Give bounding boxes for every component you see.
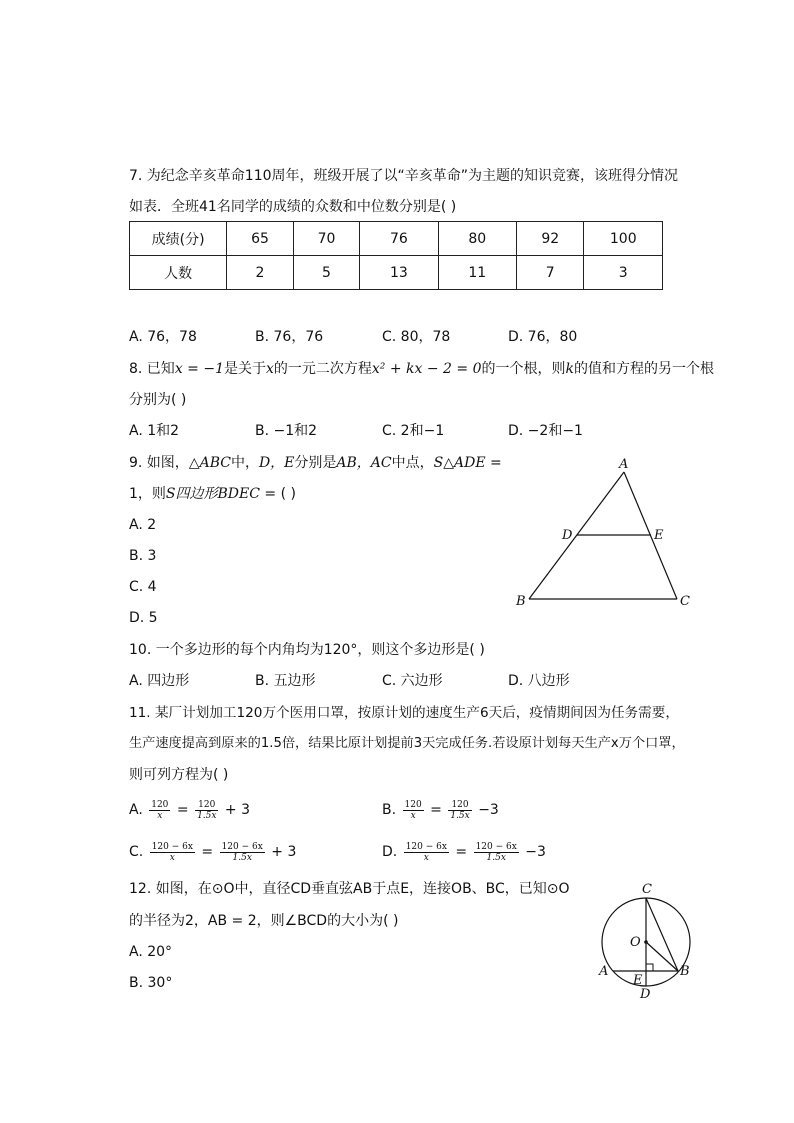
numerator: 120 − 6x	[475, 841, 517, 852]
q11-option-d[interactable]	[382, 838, 546, 866]
q9-math: D，E	[258, 455, 295, 471]
label-c: C	[680, 594, 690, 609]
q11-option-c[interactable]	[129, 838, 296, 866]
option-tail: + 3	[271, 844, 297, 860]
segment-ob	[646, 942, 678, 971]
fraction	[150, 842, 195, 863]
q8-math: k	[565, 361, 574, 377]
q8-text: 是关于	[223, 361, 266, 377]
option-label: A.	[129, 802, 143, 818]
q7-option-c[interactable]: C. 80，78	[382, 329, 451, 345]
q7-option-d[interactable]: D. 76，80	[508, 329, 578, 345]
q10-option-d[interactable]: D. 八边形	[508, 673, 570, 689]
q8-math: x² + kx − 2 = 0	[371, 361, 482, 377]
option-label: D.	[382, 844, 398, 860]
table-cell: 7	[517, 256, 584, 290]
q11-stem-line3: 则可列方程为( )	[129, 767, 229, 783]
fraction	[220, 842, 265, 863]
table-row	[130, 256, 663, 290]
q9-math: △ABC	[188, 455, 231, 471]
q8-option-d[interactable]: D. −2和−1	[508, 423, 583, 439]
option-tail: −3	[478, 802, 499, 818]
fraction	[403, 800, 424, 821]
table-cell: 成绩(分)	[130, 222, 227, 256]
q9-text: = ( )	[259, 486, 296, 502]
q8-text: 的一元二次方程	[273, 361, 372, 377]
q9-option-a[interactable]: A. 2	[129, 517, 157, 533]
q7-option-b[interactable]: B. 76，76	[255, 329, 324, 345]
equals-sign: =	[176, 802, 189, 818]
table-cell: 3	[584, 256, 663, 290]
q8-option-a[interactable]: A. 1和2	[129, 423, 180, 439]
table-cell: 70	[293, 222, 360, 256]
denominator: x	[169, 852, 175, 863]
q9-text: 中，	[230, 455, 259, 471]
label-a: A	[599, 964, 609, 979]
numerator: 120 − 6x	[405, 841, 447, 852]
label-d: D	[640, 987, 651, 1002]
fraction	[404, 842, 449, 863]
numerator: 120	[195, 800, 218, 811]
table-header-row	[130, 222, 663, 256]
label-e: E	[633, 973, 643, 988]
numerator: 120 − 6x	[151, 841, 193, 852]
q7-stem-line1: 7. 为纪念辛亥革命110周年，班级开展了以“辛亥革命”为主题的知识竞赛，该班得分情况	[129, 168, 679, 184]
fraction	[474, 842, 519, 863]
numerator: 120	[151, 799, 169, 810]
label-b: B	[680, 964, 690, 979]
q12-option-b[interactable]: B. 30°	[129, 975, 173, 991]
q9-text: 中点，	[391, 455, 434, 471]
q10-option-c[interactable]: C. 六边形	[382, 673, 443, 689]
q9-math: S△ADE =	[433, 455, 502, 471]
right-angle-mark	[646, 964, 653, 971]
label-c: C	[642, 882, 652, 897]
numerator: 120	[448, 800, 471, 811]
q8-text: 的值和方程的另一个根	[573, 361, 714, 377]
option-label: B.	[382, 802, 397, 818]
table-cell: 5	[293, 256, 360, 290]
table-cell: 100	[584, 222, 663, 256]
q9-option-d[interactable]: D. 5	[129, 610, 158, 626]
score-table	[129, 221, 663, 290]
denominator: 1.5x	[197, 810, 217, 821]
equals-sign: =	[455, 844, 468, 860]
triangle-figure	[505, 452, 705, 612]
q9-stem-line2	[129, 484, 296, 504]
label-e: E	[654, 528, 664, 543]
q7-option-a[interactable]: A. 76，78	[129, 329, 197, 345]
q9-math: S四边形BDEC	[165, 486, 260, 502]
q9-math: AB，AC	[336, 455, 392, 471]
q9-option-c[interactable]: C. 4	[129, 579, 157, 595]
q9-text: 分别是	[294, 455, 337, 471]
numerator: 120 − 6x	[221, 841, 263, 852]
q11-option-b[interactable]	[382, 796, 499, 824]
denominator: 1.5x	[486, 852, 506, 863]
equals-sign: =	[430, 802, 442, 818]
equals-sign: =	[201, 844, 214, 860]
table-cell: 人数	[130, 256, 227, 290]
table-cell: 65	[227, 222, 294, 256]
q8-option-b[interactable]: B. −1和2	[255, 423, 318, 439]
circle-figure	[590, 878, 700, 1003]
q10-option-b[interactable]: B. 五边形	[255, 673, 316, 689]
q8-stem-line1	[129, 359, 714, 379]
q8-math: x	[265, 361, 274, 377]
table-cell: 2	[227, 256, 294, 290]
fraction	[149, 800, 170, 821]
table-cell: 92	[517, 222, 584, 256]
q8-stem-line2: 分别为( )	[129, 392, 187, 408]
q8-text: 8. 已知	[129, 361, 175, 377]
option-tail: + 3	[224, 802, 250, 818]
denominator: 1.5x	[232, 852, 252, 863]
q9-text: 1，则	[129, 486, 166, 502]
denominator: 1.5x	[450, 810, 470, 821]
q9-text: 9. 如图，	[129, 455, 189, 471]
table-cell: 76	[360, 222, 438, 256]
option-tail: −3	[525, 844, 546, 860]
fraction	[195, 800, 218, 821]
table-cell: 11	[438, 256, 516, 290]
q12-stem-line2: 的半径为2，AB = 2，则∠BCD的大小为( )	[129, 913, 399, 929]
denominator: x	[423, 852, 429, 863]
q8-math: x = −1	[174, 361, 224, 377]
fraction	[448, 800, 471, 821]
label-b: B	[516, 594, 526, 609]
q7-stem-line2: 如表．全班41名同学的成绩的众数和中位数分别是( )	[129, 199, 457, 215]
label-o: O	[630, 935, 641, 950]
table-cell: 80	[438, 222, 516, 256]
label-d: D	[562, 528, 573, 543]
segment-bc	[646, 898, 678, 971]
numerator: 120	[404, 799, 422, 810]
q12-option-a[interactable]: A. 20°	[129, 944, 173, 960]
q12-stem-line1: 12. 如图，在⊙O中，直径CD垂直弦AB于点E，连接OB、BC，已知⊙O	[129, 881, 570, 897]
label-a: A	[619, 457, 629, 472]
q11-stem-line2: 生产速度提高到原来的1.5倍，结果比原计划提前3天完成任务.若设原计划每天生产x万个口罩，	[129, 736, 685, 751]
q10-stem: 10. 一个多边形的每个内角均为120°，则这个多边形是( )	[129, 642, 485, 658]
table-cell: 13	[360, 256, 438, 290]
q9-option-b[interactable]: B. 3	[129, 548, 157, 564]
q8-text: 的一个根，则	[481, 361, 566, 377]
q10-option-a[interactable]: A. 四边形	[129, 673, 190, 689]
q8-option-c[interactable]: C. 2和−1	[382, 423, 445, 439]
q11-stem-line1: 11. 某厂计划加工120万个医用口罩，按原计划的速度生产6天后，疫情期间因为任务需要，	[129, 705, 679, 721]
q11-option-a[interactable]	[129, 796, 250, 824]
denominator: x	[410, 810, 416, 821]
denominator: x	[157, 810, 163, 821]
q9-stem-line1	[129, 453, 502, 473]
center-dot	[644, 940, 648, 944]
option-label: C.	[129, 844, 144, 860]
